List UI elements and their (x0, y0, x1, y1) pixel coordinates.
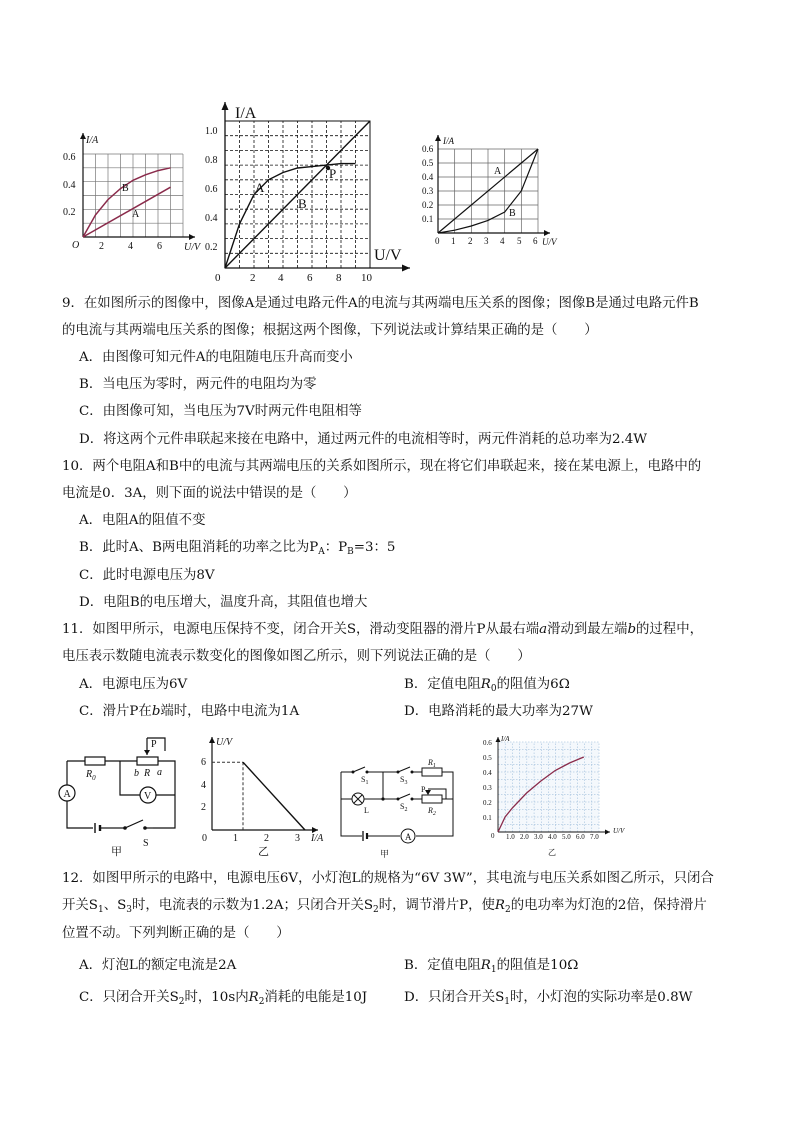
circuit-jia-caption: 甲 (111, 846, 122, 858)
figure-3-ytick-0.3: 0.3 (422, 186, 434, 196)
figure-1-ylabel: I/A (86, 135, 99, 146)
q12-wire-right (416, 772, 453, 836)
q12-graph-ytick-0.1: 0.1 (483, 814, 492, 822)
figure-3-ytick-0.6: 0.6 (422, 144, 434, 154)
q9-option-c: C．由图像可知，当电压为7V时两元件电阻相等 (79, 404, 362, 419)
q11-graph-caption: 乙 (258, 846, 269, 858)
q12-stem-2e: 的电功率为灯泡的2倍，保持滑片 (510, 898, 707, 913)
q11-graph-yi-svg (198, 733, 338, 858)
figure-3-xtick-0: 0 (435, 236, 440, 246)
q12-stem-line-1: 12．如图甲所示的电路中，电源电压6V，小灯泡L的规格为“6V 3W”，其电流与电压关系如图乙所示，只闭合 (62, 871, 714, 886)
figure-3-xtick-3: 3 (484, 236, 489, 246)
q12-option-c-sub-s: 2 (178, 997, 185, 1007)
q11-stem-1-var-a: a (539, 622, 548, 637)
q11-graph-yi (198, 733, 338, 858)
q11-circuit-jia (55, 733, 190, 858)
q12-graph-ylabel: I/A (501, 735, 510, 743)
q12-option-c-post: 消耗的电能是10J (264, 990, 368, 1005)
label-s: S (143, 838, 149, 849)
q12-option-a: A．灯泡L的额定电流是2A (79, 958, 237, 973)
figure-3-ytick-0.4: 0.4 (422, 172, 434, 182)
label-r0-sub: 0 (92, 774, 96, 782)
q12-option-d (404, 988, 692, 1012)
q12-option-c-var: R (248, 990, 259, 1005)
q12-graph-caption: 乙 (548, 848, 556, 857)
figure-2-point-label-p: P (329, 166, 337, 181)
figure-2-xlabel: U/V (374, 247, 402, 264)
q12-graph-ytick-0.2: 0.2 (483, 799, 492, 807)
resistor-r0 (85, 757, 105, 765)
q12-stem-2-sub4: 2 (504, 905, 511, 915)
q11-circuit-jia-svg (55, 733, 190, 858)
q12-option-b (404, 956, 578, 980)
q9-option-b: B．当电压为零时，两元件的电阻均为零 (79, 377, 317, 392)
figure-1-x-arrow (189, 234, 195, 240)
q12-stem-line-2 (62, 896, 707, 920)
q9-option-d: D．将这两个元件串联起来接在电路中，通过两元件的电流相等时，两元件消耗的总功率为2.4W (79, 432, 648, 447)
q12-option-c (79, 988, 367, 1012)
q11-graph-ylabel: U/V (216, 737, 233, 748)
q12-circuit-jia (338, 756, 466, 860)
q11-graph-xtick-0: 0 (202, 833, 207, 844)
q11-option-b-pre: B．定值电阻 (404, 677, 481, 692)
figure-3-curve-label-b: B (509, 208, 516, 219)
figure-2-xtick-8: 8 (336, 272, 342, 284)
fig1-curve-a (83, 187, 171, 237)
figure-1-curve-label-a: A (132, 209, 140, 220)
label-p: P (151, 739, 157, 750)
q9-stem-line-1: 9．在如图所示的图像中，图像A是通过电路元件A的电流与其两端电压关系的图像；图像B是通过电路元件B (62, 296, 699, 311)
q12-circuit-caption: 甲 (380, 849, 390, 859)
q12-label-r2-main: R (428, 806, 433, 815)
q12-label-r2 (427, 806, 436, 817)
q12-stem-2-sub1: 1 (97, 905, 104, 915)
q12-option-d-pre: D．只闭合开关S (404, 990, 505, 1005)
q12-label-s2-main: S (400, 802, 405, 811)
q11-graph-line (243, 762, 305, 830)
q12-switch-s3 (398, 767, 410, 772)
wire-left-lower (67, 801, 93, 828)
figure-1-ytick-3: 0.2 (63, 207, 76, 218)
q12-s3-pivot (397, 771, 400, 774)
q12-stem-2-sub3: 2 (373, 905, 379, 915)
q11-option-c (79, 702, 299, 722)
figure-2-ytick-0.8: 0.8 (205, 155, 218, 166)
figure-2-ylabel: I/A (235, 105, 257, 122)
q12-graph-xtick-3: 3.0 (534, 833, 543, 841)
q11-graph-y-arrow (209, 737, 215, 743)
label-r0 (85, 769, 96, 782)
q12-label-s3-sub: 3 (404, 780, 408, 786)
q12-graph-xtick-5: 5.0 (562, 833, 571, 841)
q12-switch-s2 (398, 794, 410, 799)
q12-s2-contact (411, 798, 414, 801)
rheostat-r (137, 757, 158, 765)
q10-option-b (79, 538, 395, 562)
figure-3-curve-label-a: A (494, 166, 502, 177)
q12-option-b-post: 的阻值是10Ω (496, 958, 579, 973)
q12-label-l: L (364, 806, 369, 815)
q12-graph-ytick-0.4: 0.4 (483, 769, 492, 777)
q12-node (381, 797, 384, 800)
q12-graph-ytick-0: 0 (491, 832, 495, 840)
q12-graph-ytick-0.3: 0.3 (483, 784, 492, 792)
q10-option-b-post: =3：5 (353, 540, 396, 555)
figure-3-ytick-0.5: 0.5 (422, 158, 434, 168)
q12-label-s1-sub: 1 (365, 780, 369, 786)
q12-s2-pivot (397, 798, 400, 801)
figure-2-curve-label-b: B (298, 196, 307, 211)
figure-1-origin: O (72, 240, 80, 251)
q12-option-c-pre: C．只闭合开关S (79, 990, 179, 1005)
figure-1-xtick-1: 2 (99, 241, 104, 252)
q10-option-b-sub-a: A (318, 547, 325, 557)
q11-graph-ytick-4: 4 (201, 780, 206, 791)
q11-graph-xtick-2: 2 (264, 833, 269, 844)
q12-option-d-sub: 1 (504, 997, 510, 1007)
q12-resistor-r1 (422, 768, 442, 776)
figure-2-curve-label-a: A (255, 180, 265, 195)
figure-3-ytick-0.1: 0.1 (422, 214, 434, 224)
figure-3-xtick-1: 1 (451, 236, 456, 246)
figure-2-x-arrow (402, 265, 410, 272)
q10-option-c: C．此时电源电压为8V (79, 568, 215, 583)
q12-graph-xtick-6: 6.0 (576, 833, 585, 841)
q10-option-b-pre: B．此时A、B两电阻消耗的功率之比为P (79, 540, 319, 555)
figure-2-ytick-0.4: 0.4 (205, 213, 218, 224)
figure-2-ytick-0.6: 0.6 (205, 184, 218, 195)
q12-graph-yi (478, 733, 628, 863)
figure-3-x-arrow (544, 230, 550, 236)
q12-graph-yi-svg (478, 733, 628, 863)
figure-1-grid (83, 154, 183, 237)
q12-label-r1-main: R (428, 758, 433, 767)
figure-2-xtick-0: 0 (215, 272, 221, 284)
q11-option-b-post: 的阻值为6Ω (496, 677, 570, 692)
q12-ammeter-label: A (405, 832, 412, 842)
q12-label-r1 (427, 758, 436, 769)
figure-3-xlabel: U/V (542, 237, 557, 247)
q10-option-b-mid: ：P (324, 540, 348, 555)
q11-stem-line-2: 电压表示数随电流表示数变化的图像如图乙所示，则下列说法正确的是（ ） (62, 649, 531, 664)
figure-1-xlabel: U/V (184, 242, 201, 253)
q11-stem-1-var-b: b (627, 622, 637, 637)
q12-slider-arrow (425, 790, 431, 795)
q12-circuit-jia-svg (338, 756, 466, 860)
figure-1-ytick-2: 0.4 (63, 180, 76, 191)
q10-stem-line-2: 电流是0．3A，则下面的说法中错误的是（ ） (62, 486, 357, 501)
q10-option-a: A．电阻A的阻值不变 (79, 513, 206, 528)
q11-option-b-sub: 0 (490, 684, 497, 694)
q11-option-c-post: 端时，电路中电流为1A (160, 704, 300, 719)
figure-3-svg (420, 130, 570, 250)
q11-stem-1a: 11．如图甲所示，电源电压保持不变，闭合开关S，滑动变阻器的滑片P从最右端 (62, 622, 540, 637)
q12-graph-xtick-1: 1.0 (506, 833, 515, 841)
q12-label-s1 (361, 775, 368, 786)
q12-graph-xlabel: U/V (613, 827, 625, 835)
q11-option-c-pre: C．滑片P在 (79, 704, 152, 719)
q12-stem-2-sub2: 3 (126, 905, 133, 915)
q12-option-d-post: 时，小灯泡的实际功率是0.8W (510, 990, 693, 1005)
voltmeter-label: V (144, 791, 152, 802)
q12-graph-ytick-0.5: 0.5 (483, 754, 492, 762)
q12-option-b-var: R (480, 958, 491, 973)
label-b: b (134, 768, 139, 779)
q12-graph-xtick-7: 7.0 (590, 833, 599, 841)
figure-1-xtick-3: 6 (157, 241, 162, 252)
q12-s1-contact (366, 771, 369, 774)
q12-stem-2b: 、S (103, 898, 127, 913)
figure-2-y-arrow (222, 102, 229, 110)
q12-stem-2-var: R (494, 898, 505, 913)
q11-graph-xtick-3: 3 (295, 833, 300, 844)
figure-3-xtick-2: 2 (468, 236, 473, 246)
figure-1-svg (55, 125, 205, 253)
figure-1-curves (83, 168, 171, 237)
q12-switch-s1 (353, 767, 365, 772)
q12-option-c-sub-r: 2 (258, 997, 265, 1007)
q9-option-a: A．由图像可知元件A的电阻随电压升高而变小 (79, 350, 353, 365)
figure-3-xtick-4: 4 (500, 236, 505, 246)
q12-graph-xtick-4: 4.0 (548, 833, 557, 841)
figure-1-ytick-1: 0.6 (63, 152, 76, 163)
label-r0-main: R (86, 769, 93, 780)
q10-option-b-sub-b: B (347, 547, 354, 557)
figure-3-iu-graph (420, 130, 570, 250)
label-r: R (144, 768, 151, 779)
q12-rheostat-r2 (422, 795, 442, 803)
figure-2-xtick-6: 6 (307, 272, 313, 284)
figure-2-xtick-2: 2 (250, 272, 256, 284)
ammeter-label: A (63, 789, 71, 800)
figure-1-curve-label-b: B (122, 183, 129, 194)
figure-2-ytick-0.2: 0.2 (205, 242, 218, 253)
q12-label-s2 (400, 802, 407, 813)
q12-s1-pivot (352, 771, 355, 774)
q11-stem-line-1 (62, 620, 703, 640)
q12-s3-contact (411, 771, 414, 774)
figure-3-y-arrow (435, 135, 441, 141)
figure-3-ytick-0.2: 0.2 (422, 200, 434, 210)
q12-option-b-pre: B．定值电阻 (404, 958, 481, 973)
figure-1-xtick-2: 4 (128, 241, 133, 252)
q11-option-b-var: R (480, 677, 491, 692)
q9-stem-line-2: 的电流与其两端电压关系的图像；根据这两个图像，下列说法或计算结果正确的是（ ） (62, 323, 598, 338)
q11-graph-ytick-6: 6 (201, 757, 206, 768)
q12-label-p: P (421, 785, 426, 794)
q11-graph-ytick-2: 2 (201, 802, 206, 813)
switch-pivot (123, 826, 127, 830)
q12-graph-x-arrow (605, 830, 610, 835)
q12-stem-2a: 开关S (62, 898, 98, 913)
q12-graph-ytick-0.6: 0.6 (483, 739, 492, 747)
q12-label-r1-sub: 1 (432, 763, 436, 769)
q12-stem-2d: 时，调节滑片P，使 (378, 898, 495, 913)
q12-label-s3 (400, 775, 407, 786)
figure-3-xtick-6: 6 (533, 236, 538, 246)
q12-label-r2-sub: 2 (432, 811, 436, 817)
q11-graph-marks (212, 762, 305, 830)
figure-2-xtick-4: 4 (278, 272, 284, 284)
q12-stem-line-3: 位置不动。下列判断正确的是（ ） (62, 926, 290, 941)
slider-arrow (144, 750, 150, 755)
q11-stem-1b: 滑动到最左端 (547, 622, 628, 637)
q12-label-s2-sub: 2 (404, 807, 408, 813)
q12-stem-2c: 时，电流表的示数为1.2A；只闭合开关S (132, 898, 374, 913)
q12-option-b-sub: 1 (490, 965, 497, 975)
q10-option-d: D．电阻B的电压增大，温度升高，其阻值也增大 (79, 595, 368, 610)
q12-label-s3-main: S (400, 775, 405, 784)
q10-stem-line-1: 10．两个电阻A和B中的电流与其两端电压的关系如图所示，现在将它们串联起来，接在某电源上，电路中的 (62, 459, 702, 474)
figure-1-iu-graph (55, 125, 205, 253)
figure-2-xtick-10: 10 (361, 272, 372, 284)
figure-3-xtick-5: 5 (517, 236, 522, 246)
q11-stem-1c: 的过程中， (636, 622, 703, 637)
q11-option-d: D．电路消耗的最大功率为27W (404, 704, 593, 719)
q11-option-a: A．电源电压为6V (79, 677, 188, 692)
fig1-curve-b (83, 168, 171, 237)
figure-2-ytick-1.0: 1.0 (205, 126, 218, 137)
q11-option-b (404, 675, 570, 699)
q11-graph-xlabel: I/A (311, 833, 324, 844)
q11-option-c-var: b (151, 704, 161, 719)
figure-3-ylabel: I/A (443, 136, 454, 146)
q11-graph-xtick-1: 1 (233, 833, 238, 844)
q12-option-c-mid: 时，10s内 (184, 990, 249, 1005)
q12-graph-y-arrow (496, 737, 501, 742)
switch-blade (125, 820, 143, 828)
figure-2-iu-graph (205, 98, 415, 288)
label-a: a (157, 767, 162, 778)
figure-2-svg (205, 98, 415, 288)
q12-label-s1-main: S (361, 775, 366, 784)
q12-graph-xtick-2: 2.0 (520, 833, 529, 841)
